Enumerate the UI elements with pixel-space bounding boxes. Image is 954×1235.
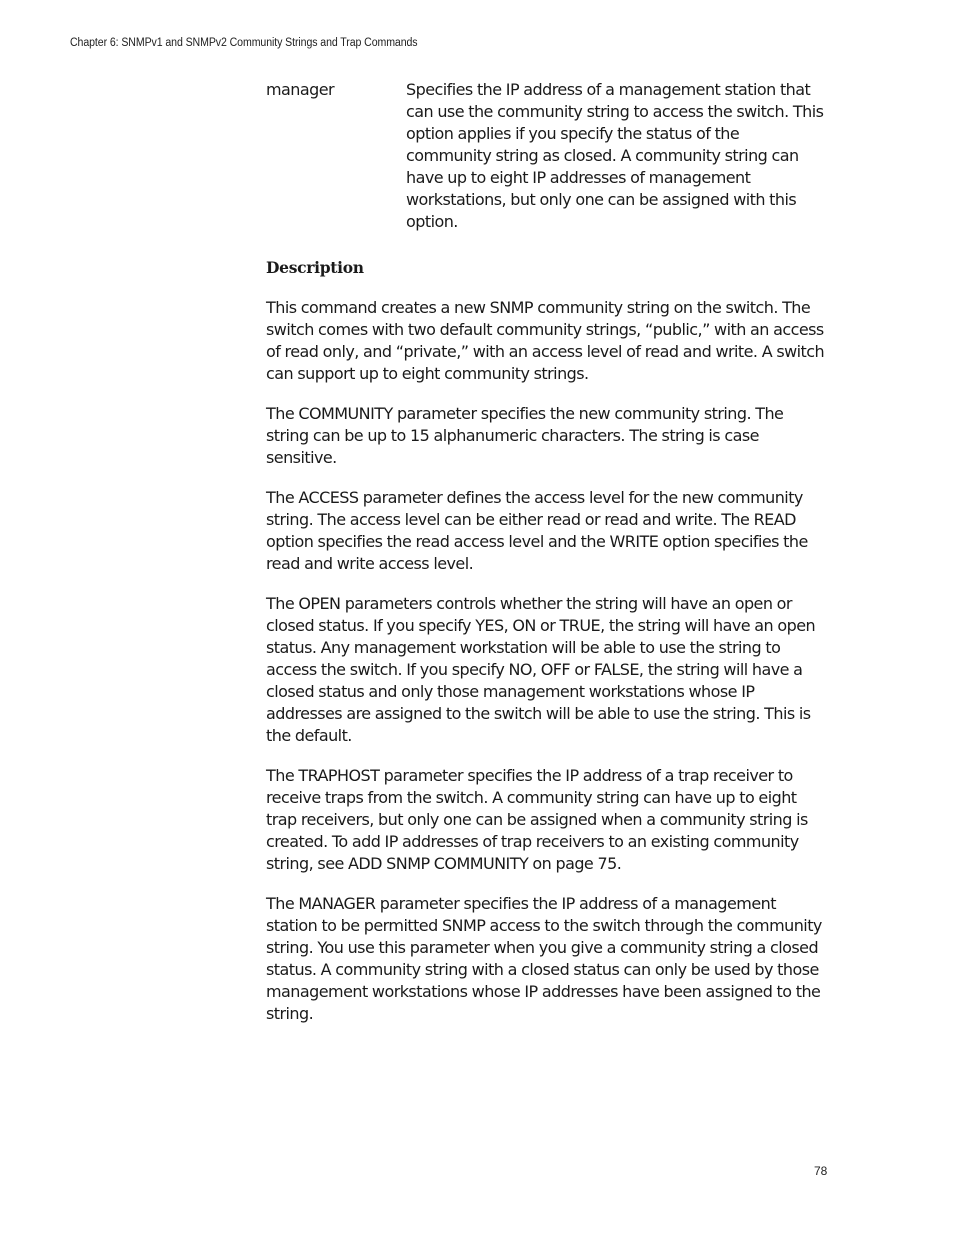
parameter-name: manager (266, 80, 335, 99)
traphost-paragraph: The TRAPHOST parameter specifies the IP address of a trap receiver to receive traps from the switch. A community string can have up to eight trap receivers, but only one can be assigned when a community string is created. To add IP addresses of trap receivers to an existing community string, see ADD SNMP COMMUNITY on page 75. (266, 766, 808, 873)
open-paragraph: The OPEN parameters controls whether the string will have an open or closed status. If you specify YES, ON or TRUE, the string will have an open status. Any management workstation will be able to use the string to access the switch. If you specify NO, OFF or FALSE, the string will have a closed status and only those management workstations whose IP addresses are assigned to the switch will be able to use the string. This is the default. (266, 594, 816, 745)
description-paragraph-1: This command creates a new SNMP community string on the switch. The switch comes with two default community strings, “public,” with an access of read only, and “private,” with an access level of read and write. A switch can support up to eight community strings. (266, 298, 825, 383)
parameter-row-manager (266, 79, 828, 233)
parameter-description: Specifies the IP address of a management station that can use the community string to access the switch. This option applies if you specify the status of the community string as closed. A community string can have up to eight IP addresses of management workstations, but only one can be assigned with this option. (406, 80, 824, 231)
page-number: 78 (814, 1164, 828, 1178)
running-header: Chapter 6: SNMPv1 and SNMPv2 Community Strings and Trap Commands (70, 37, 418, 49)
access-paragraph: The ACCESS parameter defines the access level for the new community string. The access level can be either read or read and write. The READ option specifies the read access level and the WRITE option specifies the read and write access level. (266, 488, 808, 573)
manager-paragraph: The MANAGER parameter specifies the IP address of a management station to be permitted SNMP access to the switch through the community string. You use this parameter when you give a community string a closed status. A community string with a closed status can only be used by those management workstations whose IP addresses have been assigned to the string. (266, 894, 822, 1023)
page-content (266, 79, 828, 1025)
description-heading: Description (266, 258, 364, 277)
community-paragraph: The COMMUNITY parameter specifies the new community string. The string can be up to 15 alphanumeric characters. The string is case sensitive. (266, 404, 784, 467)
